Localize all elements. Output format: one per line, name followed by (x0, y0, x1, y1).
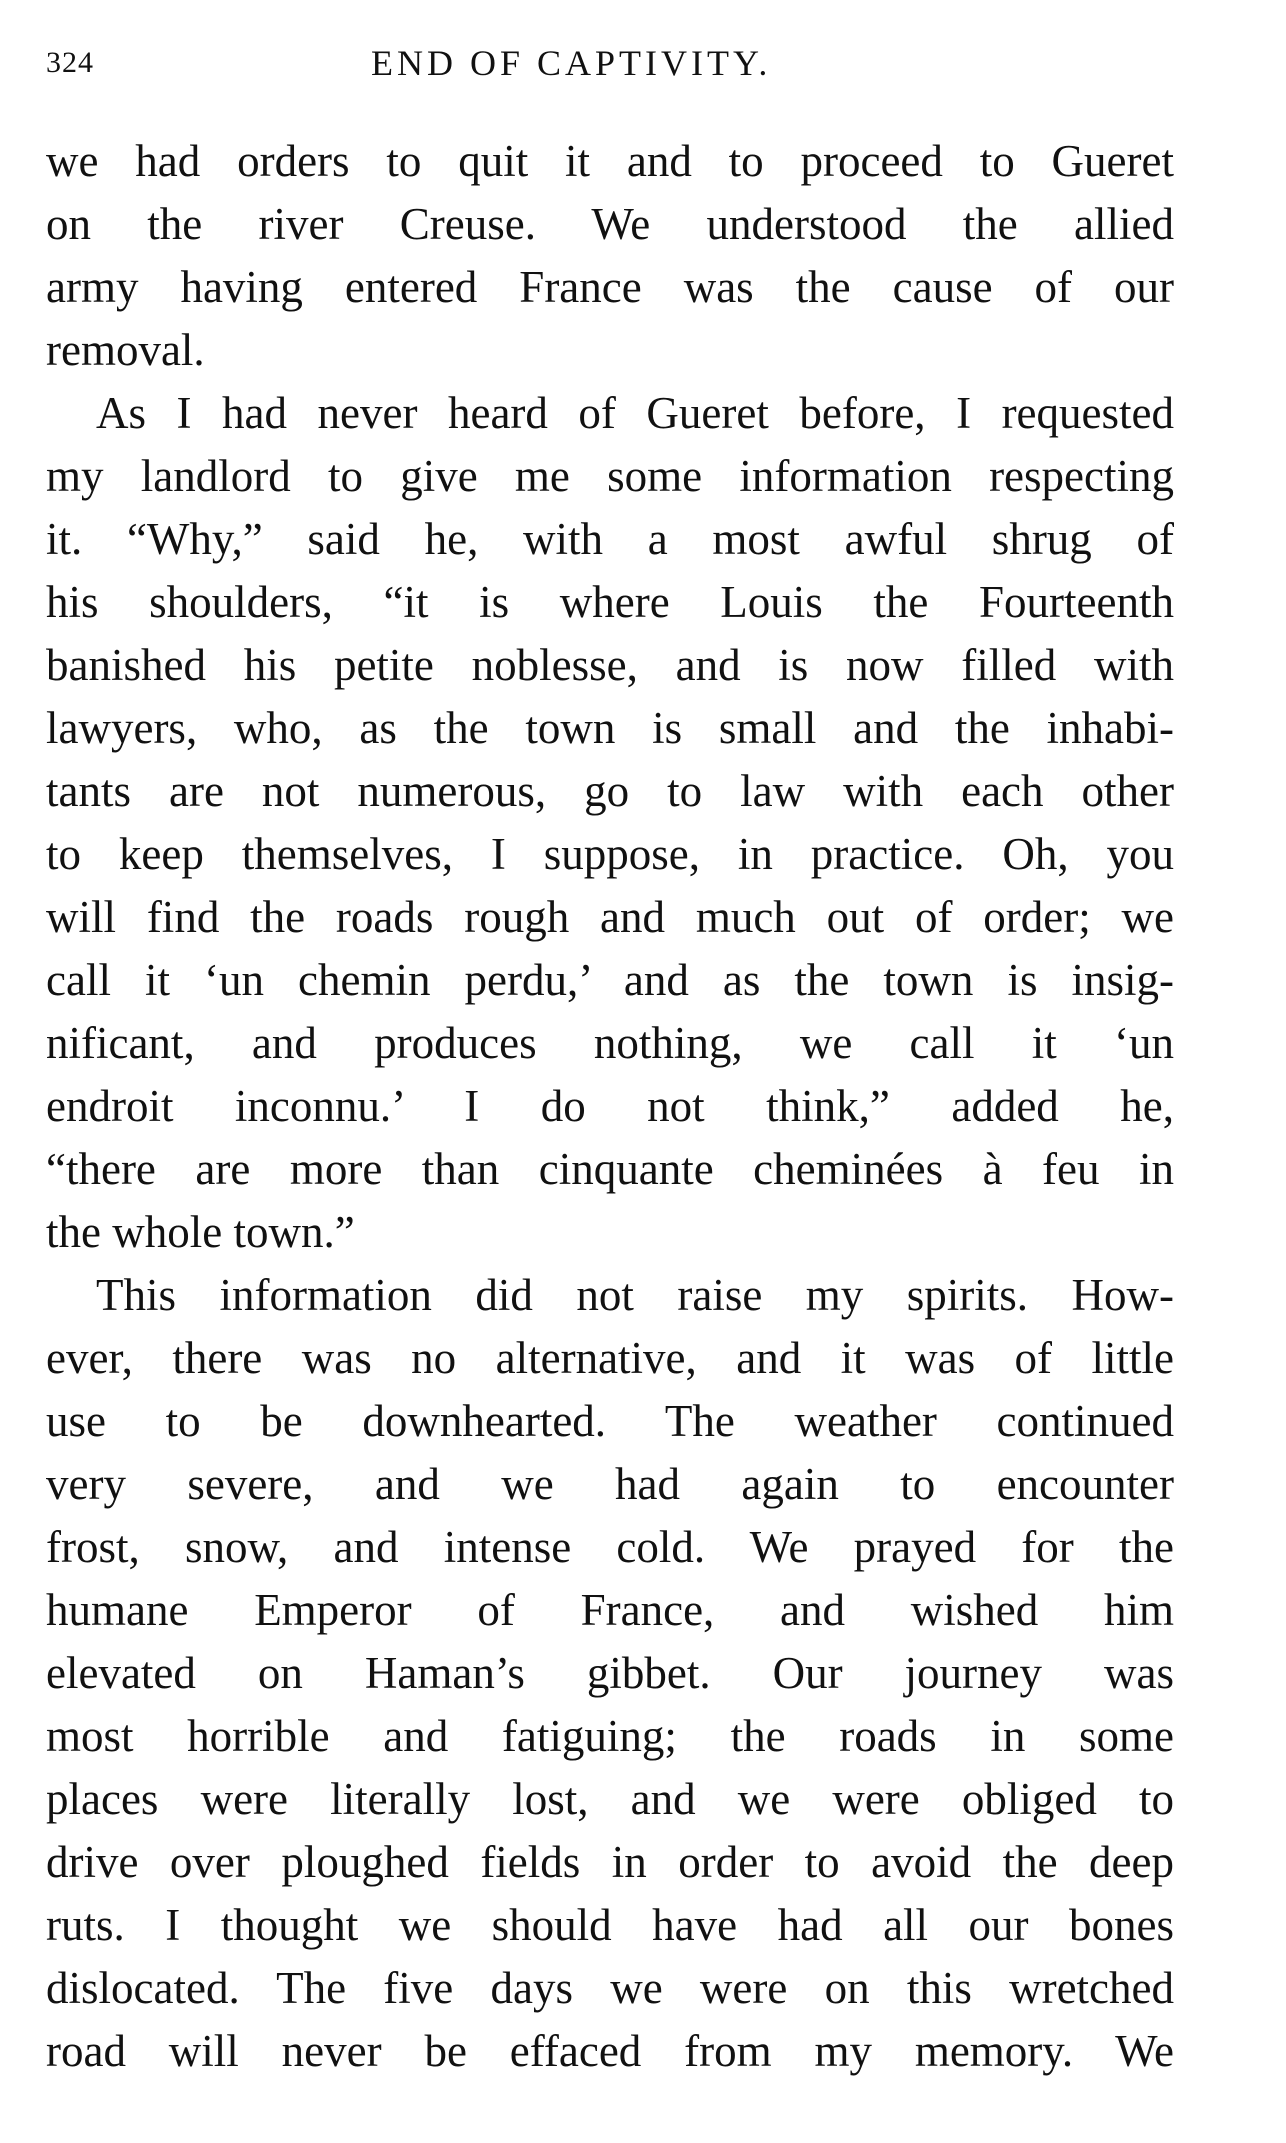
paragraph (46, 130, 1174, 382)
text-line: will find the roads rough and much out of order; we (46, 892, 1174, 942)
text-line: it. “Why,” said he, with a most awful shrug of (46, 514, 1174, 564)
text-line: elevated on Haman’s gibbet. Our journey was (46, 1648, 1174, 1698)
text-line: humane Emperor of France, and wished him (46, 1585, 1174, 1635)
text-line: frost, snow, and intense cold. We prayed for the (46, 1522, 1174, 1572)
page-header (46, 38, 1166, 98)
text-line: drive over ploughed fields in order to avoid the deep (46, 1837, 1174, 1887)
text-line: his shoulders, “it is where Louis the Fourteenth (46, 577, 1174, 627)
text-line: ever, there was no alternative, and it was of little (46, 1333, 1174, 1383)
text-line: use to be downhearted. The weather continued (46, 1396, 1174, 1446)
body-text (46, 130, 1174, 2083)
text-line: As I had never heard of Gueret before, I requested (96, 388, 1174, 438)
running-title: END OF CAPTIVITY. (371, 43, 772, 83)
text-line: very severe, and we had again to encounter (46, 1459, 1174, 1509)
text-line: endroit inconnu.’ I do not think,” added he, (46, 1081, 1174, 1131)
text-line: to keep themselves, I suppose, in practice. Oh, you (46, 829, 1174, 879)
page-number: 324 (46, 46, 94, 79)
text-line: “there are more than cinquante cheminées à feu in (46, 1144, 1174, 1194)
text-line: my landlord to give me some information respecting (46, 451, 1174, 501)
text-line: we had orders to quit it and to proceed to Gueret (46, 136, 1174, 186)
text-line: nificant, and produces nothing, we call it ‘un (46, 1018, 1174, 1068)
paragraph (46, 382, 1174, 1264)
text-line: on the river Creuse. We understood the allied (46, 199, 1174, 249)
text-line: lawyers, who, as the town is small and the inhabi- (46, 703, 1174, 753)
text-line: army having entered France was the cause of our (46, 262, 1174, 312)
text-line: This information did not raise my spirits. How- (96, 1270, 1174, 1320)
text-line: banished his petite noblesse, and is now filled with (46, 640, 1174, 690)
text-line: most horrible and fatiguing; the roads in some (46, 1711, 1174, 1761)
text-line: call it ‘un chemin perdu,’ and as the town is insig- (46, 955, 1174, 1005)
text-line: the whole town.” (46, 1207, 355, 1257)
text-line: road will never be effaced from my memory. We (46, 2026, 1174, 2076)
text-line: tants are not numerous, go to law with each other (46, 766, 1174, 816)
paragraph (46, 1264, 1174, 2083)
text-line: places were literally lost, and we were obliged to (46, 1774, 1174, 1824)
text-line: ruts. I thought we should have had all our bones (46, 1900, 1174, 1950)
text-line: dislocated. The five days we were on this wretched (46, 1963, 1174, 2013)
text-line: removal. (46, 325, 205, 375)
